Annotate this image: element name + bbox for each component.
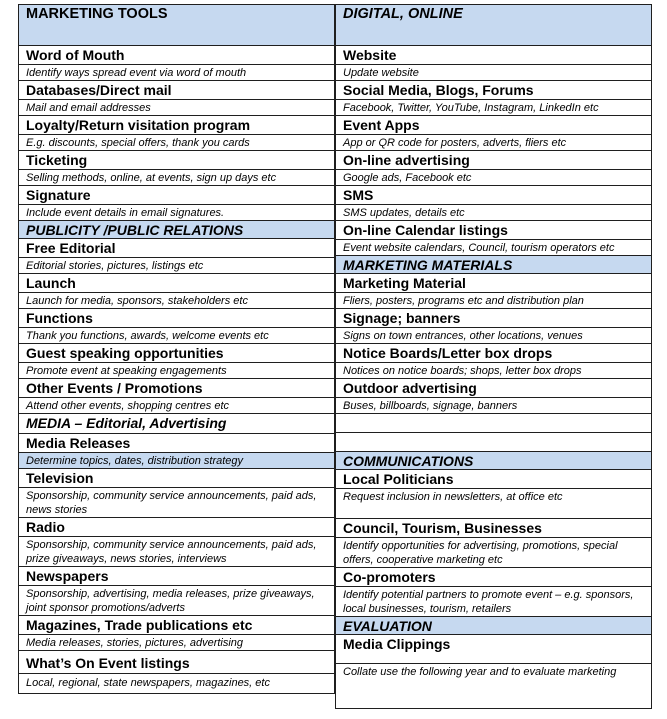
item-title: Databases/Direct mail [18,80,335,100]
item-title: Functions [18,308,335,328]
item-title: Launch [18,273,335,293]
item-description: Collate use the following year and to evaluate marketing [335,663,652,709]
empty-cell [335,413,652,433]
section-header: PUBLICITY /PUBLIC RELATIONS [18,220,335,239]
item-title: Council, Tourism, Businesses [335,518,652,538]
item-description: Launch for media, sponsors, stakeholders etc [18,292,335,309]
item-title: Word of Mouth [18,45,335,65]
section-header: MEDIA – Editorial, Advertising [18,413,335,434]
section-header: EVALUATION [335,616,652,635]
item-title: SMS [335,185,652,205]
item-title: Guest speaking opportunities [18,343,335,363]
item-description: Event website calendars, Council, tourism operators etc [335,239,652,256]
item-description: Buses, billboards, signage, banners [335,397,652,414]
section-header: DIGITAL, ONLINE [335,4,652,46]
item-description: Update website [335,64,652,81]
item-description: Sponsorship, advertising, media releases, prize giveaways, joint sponsor promotions/adverts [18,585,335,616]
section-header: MARKETING MATERIALS [335,255,652,274]
section-header: MARKETING TOOLS [18,4,335,46]
empty-cell [335,432,652,452]
item-description: Fliers, posters, programs etc and distribution plan [335,292,652,309]
item-description: Sponsorship, community service announcements, paid ads, prize giveaways, news stories, interviews [18,536,335,567]
item-title: On-line advertising [335,150,652,170]
item-description: Determine topics, dates, distribution strategy [18,452,335,469]
item-description: Facebook, Twitter, YouTube, Instagram, LinkedIn etc [335,99,652,116]
item-title: Loyalty/Return visitation program [18,115,335,135]
item-title: Social Media, Blogs, Forums [335,80,652,100]
item-title: Magazines, Trade publications etc [18,615,335,635]
item-description: Attend other events, shopping centres etc [18,397,335,414]
item-description: Request inclusion in newsletters, at office etc [335,488,652,519]
item-title: Signature [18,185,335,205]
item-title: Event Apps [335,115,652,135]
item-description: Identify potential partners to promote event – e.g. sponsors, local businesses, tourism, retailers [335,586,652,617]
item-title: Outdoor advertising [335,378,652,398]
item-description: SMS updates, details etc [335,204,652,221]
item-title: Signage; banners [335,308,652,328]
item-description: App or QR code for posters, adverts, fliers etc [335,134,652,151]
item-title: Radio [18,517,335,537]
item-description: Thank you functions, awards, welcome events etc [18,327,335,344]
item-title: Other Events / Promotions [18,378,335,398]
item-title: Newspapers [18,566,335,586]
item-description: Media releases, stories, pictures, advertising [18,634,335,651]
item-description: Editorial stories, pictures, listings etc [18,257,335,274]
item-description: Local, regional, state newspapers, magazines, etc [18,673,335,694]
item-description: Sponsorship, community service announcements, paid ads, news stories [18,487,335,518]
section-header: COMMUNICATIONS [335,451,652,470]
item-description: Selling methods, online, at events, sign up days etc [18,169,335,186]
right-column [335,5,652,709]
item-title: What’s On Event listings [18,650,335,674]
item-description: Include event details in email signatures. [18,204,335,221]
item-title: Local Politicians [335,469,652,489]
item-title: Media Releases [18,433,335,453]
item-description: Promote event at speaking engagements [18,362,335,379]
item-description: Notices on notice boards; shops, letter box drops [335,362,652,379]
item-title: Television [18,468,335,488]
item-title: Media Clippings [335,634,652,664]
item-title: Co-promoters [335,567,652,587]
item-description: Identify ways spread event via word of mouth [18,64,335,81]
item-title: On-line Calendar listings [335,220,652,240]
item-title: Ticketing [18,150,335,170]
item-title: Notice Boards/Letter box drops [335,343,652,363]
item-description: Identify opportunities for advertising, promotions, special offers, cooperative marketing etc [335,537,652,568]
item-description: Mail and email addresses [18,99,335,116]
item-description: E.g. discounts, special offers, thank you cards [18,134,335,151]
item-title: Free Editorial [18,238,335,258]
item-title: Marketing Material [335,273,652,293]
left-column [18,5,335,694]
item-description: Google ads, Facebook etc [335,169,652,186]
item-description: Signs on town entrances, other locations, venues [335,327,652,344]
item-title: Website [335,45,652,65]
